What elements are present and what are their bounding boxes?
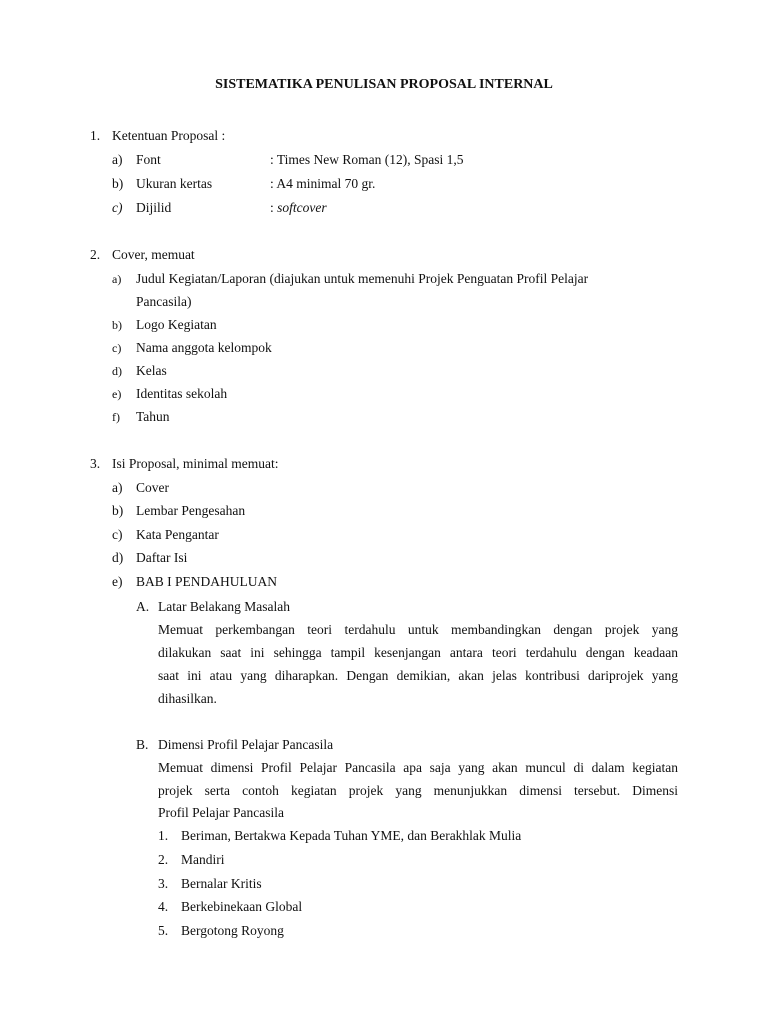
section2-heading: Cover, memuat	[112, 247, 195, 262]
subsection-a-paragraph-line: Memuat perkembangan teori terdahulu untuk membandingkan dengan projek yang	[158, 622, 678, 637]
dimension-1-number: 1.	[158, 828, 169, 843]
subsection-b-paragraph-line: Profil Pelajar Pancasila	[158, 805, 284, 820]
section3-item-c-letter: c)	[112, 527, 123, 542]
subsection-b-paragraph-line: Memuat dimensi Profil Pelajar Pancasila apa saja yang akan muncul di dalam kegiatan	[158, 760, 678, 775]
section1-item-a-letter: a)	[112, 152, 123, 167]
section1-item-b-label: Ukuran kertas	[136, 176, 213, 191]
dimension-4-label: Berkebinekaan Global	[181, 899, 303, 914]
section2-item-b-letter: b)	[112, 318, 122, 332]
section1-item-a-value: : Times New Roman (12), Spasi 1,5	[270, 152, 464, 167]
section2-item-e-letter: e)	[112, 387, 122, 401]
section3-item-c-label: Kata Pengantar	[136, 527, 219, 542]
section1-item-c-value	[270, 199, 327, 217]
section2-item-d-label: Kelas	[136, 363, 167, 378]
section3-item-d-letter: d)	[112, 550, 124, 565]
section2-item-c-letter: c)	[112, 341, 122, 355]
section3-item-a-label: Cover	[136, 480, 169, 495]
section2-item-a-line2: Pancasila)	[136, 294, 192, 309]
dimension-5-number: 5.	[158, 923, 169, 938]
section2-item-b-label: Logo Kegiatan	[136, 317, 217, 332]
section1-item-c-label: Dijilid	[136, 200, 172, 215]
section2-item-a-line1: Judul Kegiatan/Laporan (diajukan untuk memenuhi Projek Penguatan Profil Pelajar	[136, 271, 589, 286]
dimension-2-label: Mandiri	[181, 852, 225, 867]
subsection-a-heading: Latar Belakang Masalah	[158, 599, 290, 614]
section1-item-a-label: Font	[136, 152, 161, 167]
section2-number: 2.	[90, 247, 101, 262]
section3-heading: Isi Proposal, minimal memuat:	[112, 456, 279, 471]
section1-item-c-value-prefix: :	[270, 200, 278, 215]
subsection-a-paragraph-line: saat ini atau yang diharapkan. Dengan demikian, akan jelas kontribusi dariprojek yang	[158, 668, 678, 683]
section3-item-b-label: Lembar Pengesahan	[136, 503, 246, 518]
dimension-1-label: Beriman, Bertakwa Kepada Tuhan YME, dan Berakhlak Mulia	[181, 828, 522, 843]
subsection-a-paragraph-line: dihasilkan.	[158, 691, 217, 706]
document-title: SISTEMATIKA PENULISAN PROPOSAL INTERNAL	[215, 77, 553, 92]
section2-item-f-label: Tahun	[136, 409, 170, 424]
section1-heading: Ketentuan Proposal :	[112, 128, 226, 143]
subsection-b-paragraph-line: projek serta contoh kegiatan projek yang menunjukkan dimensi tersebut. Dimensi	[158, 783, 678, 798]
section2-item-e-label: Identitas sekolah	[136, 386, 228, 401]
subsection-a-paragraph-line: dilakukan saat ini sehingga tampil kesenjangan antara teori terdahulu dengan keadaan	[158, 645, 678, 660]
dimension-2-number: 2.	[158, 852, 169, 867]
section2-item-a-letter: a)	[112, 272, 122, 286]
section2-item-f-letter: f)	[112, 410, 120, 424]
section2-item-d-letter: d)	[112, 364, 122, 378]
section1-item-c-value-italic: softcover	[277, 200, 327, 215]
subsection-a-letter: A.	[136, 599, 150, 614]
section3-item-e-letter: e)	[112, 574, 123, 589]
section1-number: 1.	[90, 128, 101, 143]
section3-item-a-letter: a)	[112, 480, 123, 495]
section3-number: 3.	[90, 456, 101, 471]
section3-item-d-label: Daftar Isi	[136, 550, 188, 565]
dimension-5-label: Bergotong Royong	[181, 923, 284, 938]
section2-item-c-label: Nama anggota kelompok	[136, 340, 272, 355]
subsection-b-heading: Dimensi Profil Pelajar Pancasila	[158, 737, 334, 752]
section1-item-b-letter: b)	[112, 176, 124, 191]
dimension-4-number: 4.	[158, 899, 169, 914]
subsection-b-letter: B.	[136, 737, 149, 752]
section3-item-b-letter: b)	[112, 503, 124, 518]
dimension-3-number: 3.	[158, 876, 169, 891]
section1-item-b-value: : A4 minimal 70 gr.	[270, 176, 376, 191]
section3-item-e-label: BAB I PENDAHULUAN	[136, 574, 277, 589]
section1-item-c-letter: c)	[112, 200, 123, 215]
dimension-3-label: Bernalar Kritis	[181, 876, 262, 891]
